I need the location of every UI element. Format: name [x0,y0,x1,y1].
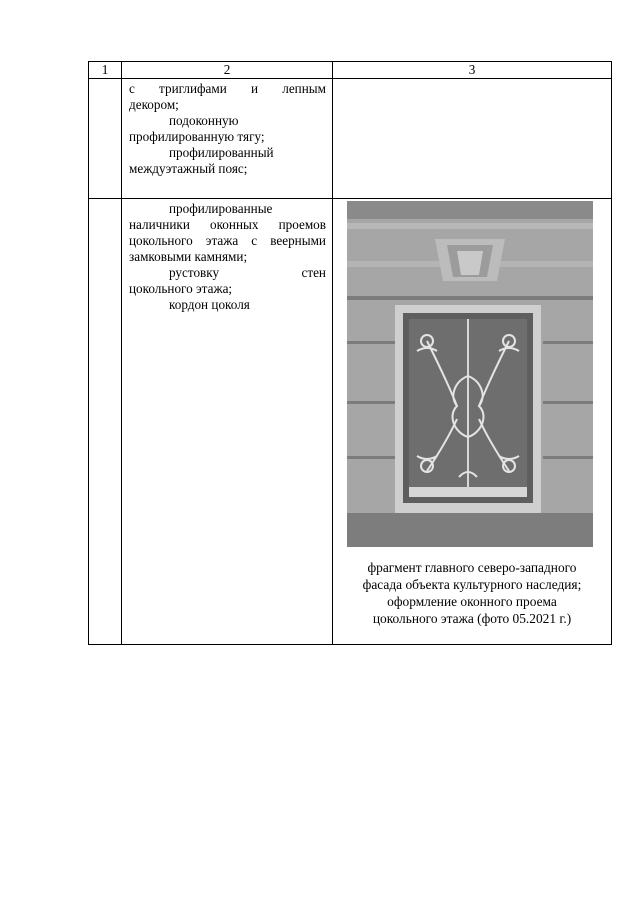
description-line: кордон цоколя [169,297,250,312]
elements-description-cell [122,79,333,199]
caption-line: оформление оконного проема [387,594,557,609]
heritage-elements-table [88,61,612,645]
table-header-row [89,62,612,79]
column-number-2: 2 [122,62,333,79]
description-line: декором; [129,97,179,112]
column-number-1: 1 [89,62,122,79]
row-number-cell [89,79,122,199]
caption-line: цокольного этажа (фото 05.2021 г.) [372,611,572,626]
photo-frame [333,199,611,547]
row-number-cell [89,199,122,645]
column-number-3: 3 [333,62,612,79]
description-line: рустовку стен [169,265,326,280]
photo-cell-empty [333,79,612,199]
description-line: междуэтажный пояс; [129,161,248,176]
elements-description-cell [122,199,333,645]
description-line: замковыми камнями; [129,249,248,264]
table-row [89,199,612,645]
description-line: подоконную [169,113,239,128]
description-line: с триглифами и лепным [129,81,326,96]
description-line: цокольного этажа; [129,281,233,296]
description-line: профилированную тягу; [129,129,265,144]
window-photo [347,201,593,547]
description-line: цокольного этажа с веерными [129,233,326,248]
description-line: профилированный [169,145,274,160]
caption-line: фрагмент главного северо-западного [367,560,577,575]
caption-line: фасада объекта культурного наследия; [362,577,582,592]
description-line: профилированные [169,201,273,216]
table-row [89,79,612,199]
photo-cell [333,199,612,645]
description-line: наличники оконных проемов [129,217,326,232]
photo-caption [339,559,605,627]
